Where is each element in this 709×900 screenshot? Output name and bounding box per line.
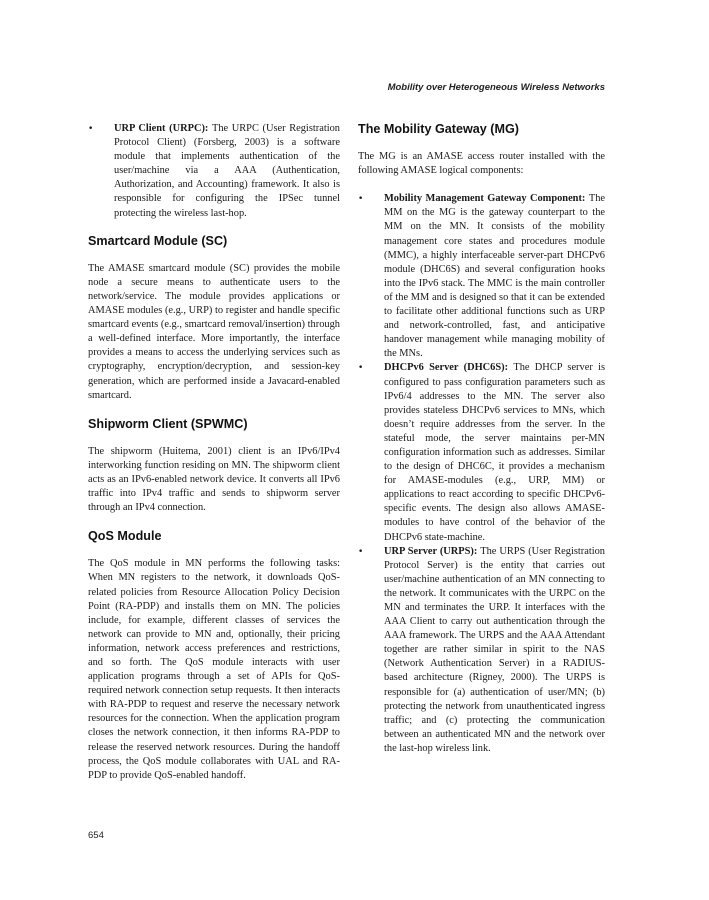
section-body-shipworm: The shipworm (Huitema, 2001) client is an IPv6/IPv4 interworking function residing on MN. The shipworm client acts as an IPv6-enabled network device. It converts all IPv6 traffic into IPv4 traffic and sends to shipworm server through an IPv4 connection. bbox=[88, 445, 340, 514]
section-heading-qos: QoS Module bbox=[88, 529, 162, 544]
section-heading-smartcard: Smartcard Module (SC) bbox=[88, 233, 228, 248]
section-body-qos: The QoS module in MN performs the following tasks: When MN registers to the network, it downloads QoS-related policies from Resource Allocation Policy Decision Point (RA-PDP) and installs them on MN. The policies include, for example, different classes of services the network can provide to MN and, optionally, their pricing information, network access preferences and restrictions, and so forth. The QoS module interacts with user application programs through a set of APIs for QoS-required network connection setup requests. It then interacts with RA-PDP to request and reserve the necessary network resources for the connection. When the application program closes the network connection, it then informs RA-PDP to release the reserved network resources. During the handoff process, the QoS module collaborates with UAL and RA-PDP to provide QoS-enabled handoff. bbox=[88, 558, 340, 781]
page-number: 654 bbox=[88, 830, 104, 841]
bullet-urp-server bbox=[358, 545, 605, 756]
bullet-dhcpv6-server bbox=[358, 361, 605, 544]
bullet-mm-gateway bbox=[358, 192, 605, 361]
left-column bbox=[88, 122, 340, 783]
bullet-term: DHCPv6 Server (DHC6S): bbox=[384, 362, 514, 374]
running-header: Mobility over Heterogeneous Wireless Networks bbox=[387, 82, 605, 93]
bullet-dot-icon: • bbox=[88, 124, 94, 134]
bullet-dot-icon: • bbox=[358, 194, 364, 205]
section-body-smartcard: The AMASE smartcard module (SC) provides the mobile node a secure means to authenticate users to the network/service. The module provides applications or AMASE modules (e.g., URP) to register and handle specific smartcard events (e.g., smartcard removal/insertion) through a well-defined interface. More importantly, the interface provides a means to access the underlying services such as cryptography, encryption/decryption, and session-key generation, which are performed inside a Javacard-enabled smartcard. bbox=[88, 262, 340, 401]
bullet-text: The URPC (User Registration Protocol Client) (Forsberg, 2003) is a software module that implements authentication of the user/machine via a AAA (Authentication, Authorization, and Accounting) framework. It also is responsible for configuring the IPSec tunnel protecting the wireless last-hop. bbox=[114, 123, 340, 219]
bullet-text: The MM on the MG is the gateway counterpart to the MM on the MN. It consists of the mobility management core states and procedures module (MMC), a highly interfaceable server-part DHCPv6 module (DHC6S) and several configuration hooks into the IPv6 stack. The MMC is the main controller of the MM and is designed so that it can be extended to facilitate other additional functions such as URP and network-controlled, fast, and anticipative handover management while managing mobility of the MNs. bbox=[384, 193, 605, 360]
bullet-text: The URPS (User Registration Protocol Server) is the entity that carries out user/machine authentication of an MN connecting to the network. It communicates with the URPC on the MN and terminates the URP. It interfaces with the AAA Client to carry out authentication through the AAA framework. The URPS and the AAA Attendant together are rather similar in spirit to the NAS (Network Authentication Server) in a RADIUS-based architecture (Rigney, 2000). The URPS is responsible for (a) authentication of user/MN; (b) protecting the network from unauthenticated ingress traffic; and (c) protecting the communication between an authenticated MN and the network over the last-hop wireless link. bbox=[384, 545, 606, 754]
bullet-dot-icon: • bbox=[358, 546, 364, 557]
bullet-term: Mobility Management Gateway Component: bbox=[384, 193, 589, 205]
section-intro-mobility-gateway: The MG is an AMASE access router installed with the following AMASE logical components: bbox=[358, 151, 605, 177]
bullet-urp-client bbox=[88, 122, 340, 221]
bullet-dot-icon: • bbox=[358, 363, 364, 374]
bullet-text: The DHCP server is configured to pass configuration parameters such as IPv6/4 addresses to the MN. The server also provides stateless DHCPv6 services to MNs, which doesn’t require addresses from the server. In the stateful mode, the server maintains per-MN configuration information such as addresses. Similar to the design of DHC6C, it provides a mechanism for AMASE-modules (e.g., URP, MM) or applications to react according to specific DHCPv6-specific events. The design also allows AMASE-modules to have control of the behavior of the DHCPv6 state-machine. bbox=[384, 362, 605, 543]
right-column bbox=[358, 122, 605, 756]
bullet-term: URP Server (URPS): bbox=[384, 545, 481, 557]
bullet-term: URP Client (URPC): bbox=[114, 123, 212, 134]
section-heading-shipworm: Shipworm Client (SPWMC) bbox=[88, 416, 248, 431]
section-heading-mobility-gateway: The Mobility Gateway (MG) bbox=[358, 122, 519, 136]
